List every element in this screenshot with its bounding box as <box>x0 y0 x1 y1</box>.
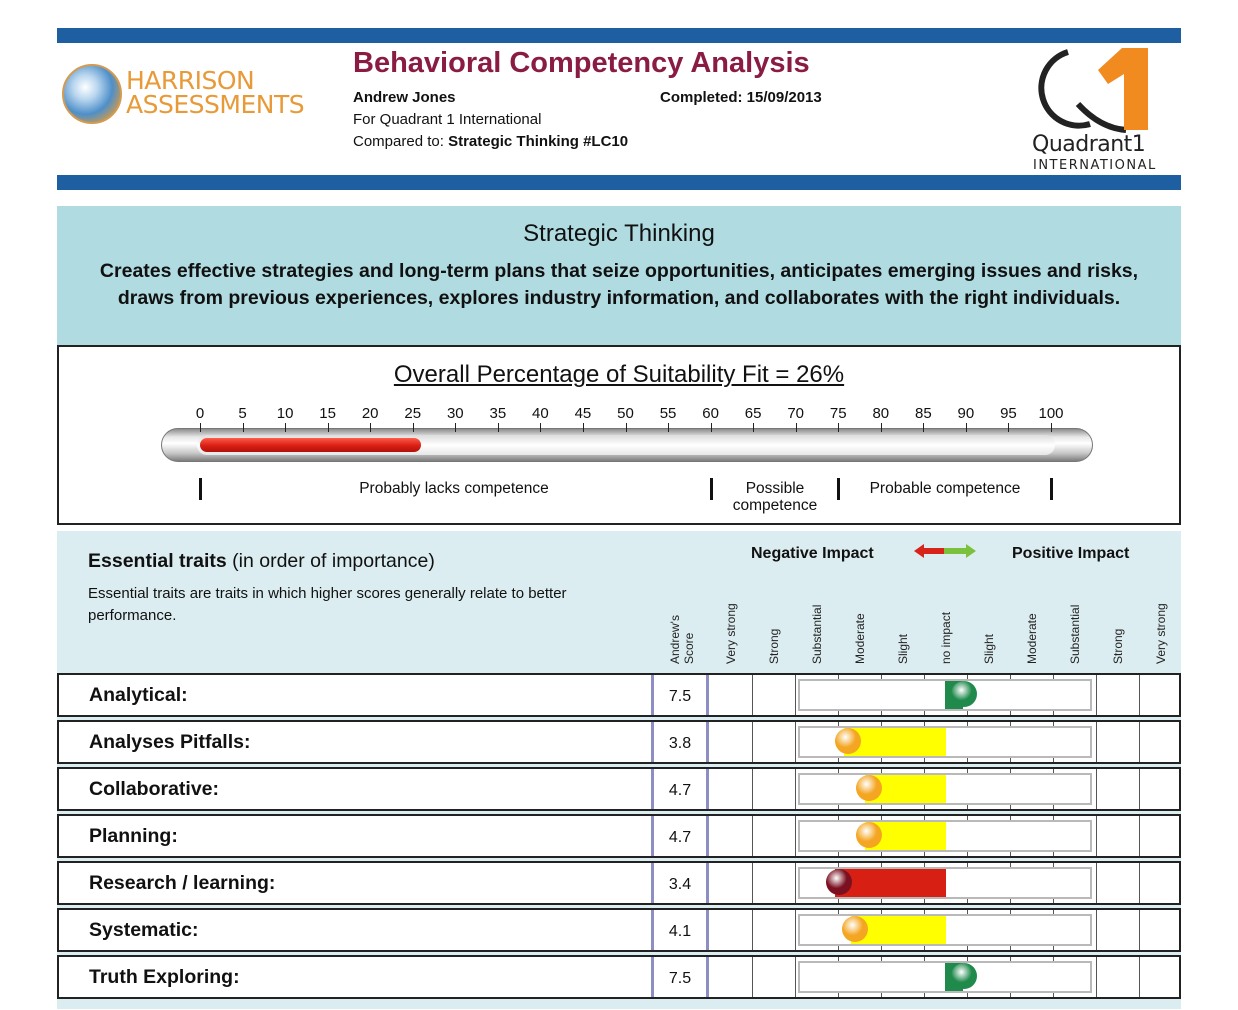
scale-tick-mark <box>370 423 371 432</box>
scale-tick-label: 0 <box>195 405 205 422</box>
scale-tick-label: 5 <box>238 405 247 422</box>
scale-tick-mark <box>668 423 669 432</box>
harrison-logo-line1: HARRISON <box>126 66 255 95</box>
scale-tick-label: 15 <box>319 405 336 422</box>
column-header: Very strong <box>1154 603 1168 664</box>
scale-tick-label: 75 <box>829 405 847 422</box>
grid-line <box>1096 910 1097 950</box>
compared-value: Strategic Thinking #LC10 <box>448 133 629 150</box>
scale-tick-label: 30 <box>446 405 464 422</box>
quadrant1-mark-icon <box>1030 44 1160 134</box>
grid-line <box>795 675 796 715</box>
scale-tick-mark <box>923 423 924 432</box>
grid-line <box>1096 863 1097 903</box>
grid-line <box>795 957 796 997</box>
scale-tick-mark <box>285 423 286 432</box>
grid-line <box>1096 722 1097 762</box>
candidate-name: Andrew Jones <box>353 89 456 106</box>
competency-box <box>57 206 1181 346</box>
grid-line <box>752 722 753 762</box>
column-header: Substantial <box>1068 604 1082 664</box>
scale-tick-label: 50 <box>617 405 634 422</box>
score-marker-icon <box>856 822 882 848</box>
scale-tick-label: 70 <box>787 405 805 422</box>
scale-tick-mark <box>413 423 414 432</box>
grid-line <box>1139 675 1140 715</box>
scale-tick-mark <box>1051 423 1052 432</box>
completed-line <box>660 89 822 106</box>
scale-tick-label: 55 <box>659 405 677 422</box>
zone-divider <box>837 478 840 500</box>
grid-line <box>795 816 796 856</box>
column-header: Very strong <box>724 603 738 664</box>
competency-description: Creates effective strategies and long-term plans that seize opportunities, anticipates emerging issues and risks, draws from previous experiences, explores industry information, and collaborates with the right individuals. <box>99 260 1139 309</box>
scale-tick-label: 20 <box>361 405 379 422</box>
scale-tick-label: 45 <box>574 405 592 422</box>
for-line: For Quadrant 1 International <box>353 111 542 128</box>
scale-tick-mark <box>455 423 456 432</box>
scale-tick-mark <box>200 423 201 432</box>
trait-row <box>57 673 1181 717</box>
trait-row <box>57 767 1181 811</box>
scale-tick-mark <box>583 423 584 432</box>
trait-label: Collaborative: <box>89 778 220 800</box>
trait-score: 7.5 <box>651 675 709 715</box>
grid-line <box>752 675 753 715</box>
grid-line <box>1139 957 1140 997</box>
traits-heading <box>88 550 435 573</box>
grid-line <box>1139 722 1140 762</box>
quadrant1-logo <box>1030 44 1160 176</box>
score-marker-icon <box>951 681 977 707</box>
grid-line <box>1139 910 1140 950</box>
traits-note: Essential traits are traits in which higher scores generally relate to better performance. <box>88 585 567 624</box>
column-header: Strong <box>1111 628 1125 664</box>
column-header: no impact <box>939 611 953 664</box>
scale-tick-mark <box>626 423 627 432</box>
suitability-box <box>57 345 1181 525</box>
trait-score: 4.7 <box>651 769 709 809</box>
score-marker-icon <box>842 916 868 942</box>
top-blue-bar <box>57 28 1181 43</box>
column-header: Strong <box>767 628 781 664</box>
scale-tick-label: 90 <box>957 405 975 422</box>
zone-divider <box>199 478 202 500</box>
trait-score: 3.4 <box>651 863 709 903</box>
scale-tick-mark <box>243 423 244 432</box>
zone-label-lacks: Probably lacks competence <box>359 480 549 497</box>
trait-row <box>57 955 1181 999</box>
traits-heading-rest: (in order of importance) <box>226 550 435 572</box>
grid-line <box>752 910 753 950</box>
grid-line <box>1139 769 1140 809</box>
thermometer-fill <box>200 438 421 452</box>
globe-icon <box>62 64 122 124</box>
trait-label: Research / learning: <box>89 872 276 894</box>
scale-tick-mark <box>328 423 329 432</box>
competency-title: Strategic Thinking <box>523 220 715 247</box>
zone-divider <box>1050 478 1053 500</box>
trait-row <box>57 814 1181 858</box>
column-header: Substantial <box>810 604 824 664</box>
trait-row <box>57 720 1181 764</box>
scale-tick-label: 10 <box>276 405 294 422</box>
suitability-title: Overall Percentage of Suitability Fit = 26% <box>393 361 845 388</box>
score-marker-icon <box>856 775 882 801</box>
header-bottom-blue-bar <box>57 175 1181 190</box>
column-header: Andrew's Score <box>668 615 696 664</box>
trait-label: Analytical: <box>89 684 188 706</box>
quadrant1-logo-name: Quadrant1 <box>1032 132 1146 157</box>
scale-tick-mark <box>753 423 754 432</box>
scale-tick-mark <box>838 423 839 432</box>
compared-line <box>353 133 628 150</box>
grid-line <box>1096 816 1097 856</box>
trait-label: Analyses Pitfalls: <box>89 731 251 753</box>
quadrant1-logo-sub: INTERNATIONAL <box>1033 158 1157 173</box>
grid-line <box>752 957 753 997</box>
grid-line <box>1096 769 1097 809</box>
scale-tick-mark <box>498 423 499 432</box>
score-marker-icon <box>826 869 852 895</box>
harrison-logo-line2: ASSESSMENTS <box>126 90 305 119</box>
grid-line <box>1139 816 1140 856</box>
trait-label: Systematic: <box>89 919 199 941</box>
trait-row <box>57 861 1181 905</box>
column-header: Slight <box>982 633 996 664</box>
trait-score: 4.7 <box>651 816 709 856</box>
trait-label: Truth Exploring: <box>89 966 240 988</box>
scale-tick-label: 40 <box>532 405 549 422</box>
positive-impact-label: Positive Impact <box>1012 545 1130 562</box>
report-title: Behavioral Competency Analysis <box>353 47 810 79</box>
grid-line <box>1139 863 1140 903</box>
scale-tick-label: 35 <box>489 405 507 422</box>
grid-line <box>752 816 753 856</box>
grid-line <box>795 863 796 903</box>
score-marker-icon <box>951 963 977 989</box>
trait-label: Planning: <box>89 825 178 847</box>
scale-tick-label: 60 <box>702 405 719 422</box>
grid-line <box>1096 675 1097 715</box>
compared-label: Compared to: <box>353 133 444 150</box>
scale-tick-mark <box>1008 423 1009 432</box>
traits-heading-bold: Essential traits <box>88 550 227 572</box>
completed-label: Completed: <box>660 89 743 106</box>
scale-tick-mark <box>540 423 541 432</box>
scale-tick-mark <box>881 423 882 432</box>
scale-tick-mark <box>796 423 797 432</box>
column-header: Moderate <box>853 613 867 664</box>
zone-divider <box>710 478 713 500</box>
trait-row <box>57 908 1181 952</box>
impact-arrows-icon <box>914 543 976 559</box>
harrison-logo <box>62 62 305 126</box>
scale-tick-label: 65 <box>744 405 762 422</box>
scale-tick-mark <box>711 423 712 432</box>
scale-tick-label: 95 <box>1000 405 1017 422</box>
grid-line <box>752 863 753 903</box>
scale-tick-label: 25 <box>404 405 422 422</box>
column-header: Slight <box>896 633 910 664</box>
grid-line <box>752 769 753 809</box>
grid-line <box>795 722 796 762</box>
trait-score: 4.1 <box>651 910 709 950</box>
completed-date: 15/09/2013 <box>746 89 822 106</box>
scale-tick-label: 85 <box>915 405 932 422</box>
scale-tick-mark <box>966 423 967 432</box>
grid-line <box>1096 957 1097 997</box>
zone-label-probable: Probable competence <box>869 480 1021 497</box>
grid-line <box>795 910 796 950</box>
trait-score: 7.5 <box>651 957 709 997</box>
grid-line <box>795 769 796 809</box>
zone-label-possible: Possible competence <box>732 480 818 514</box>
negative-impact-label: Negative Impact <box>751 545 874 562</box>
scale-tick-label: 80 <box>872 405 890 422</box>
column-header: Moderate <box>1025 613 1039 664</box>
trait-score: 3.8 <box>651 722 709 762</box>
scale-tick-label: 100 <box>1038 405 1064 422</box>
